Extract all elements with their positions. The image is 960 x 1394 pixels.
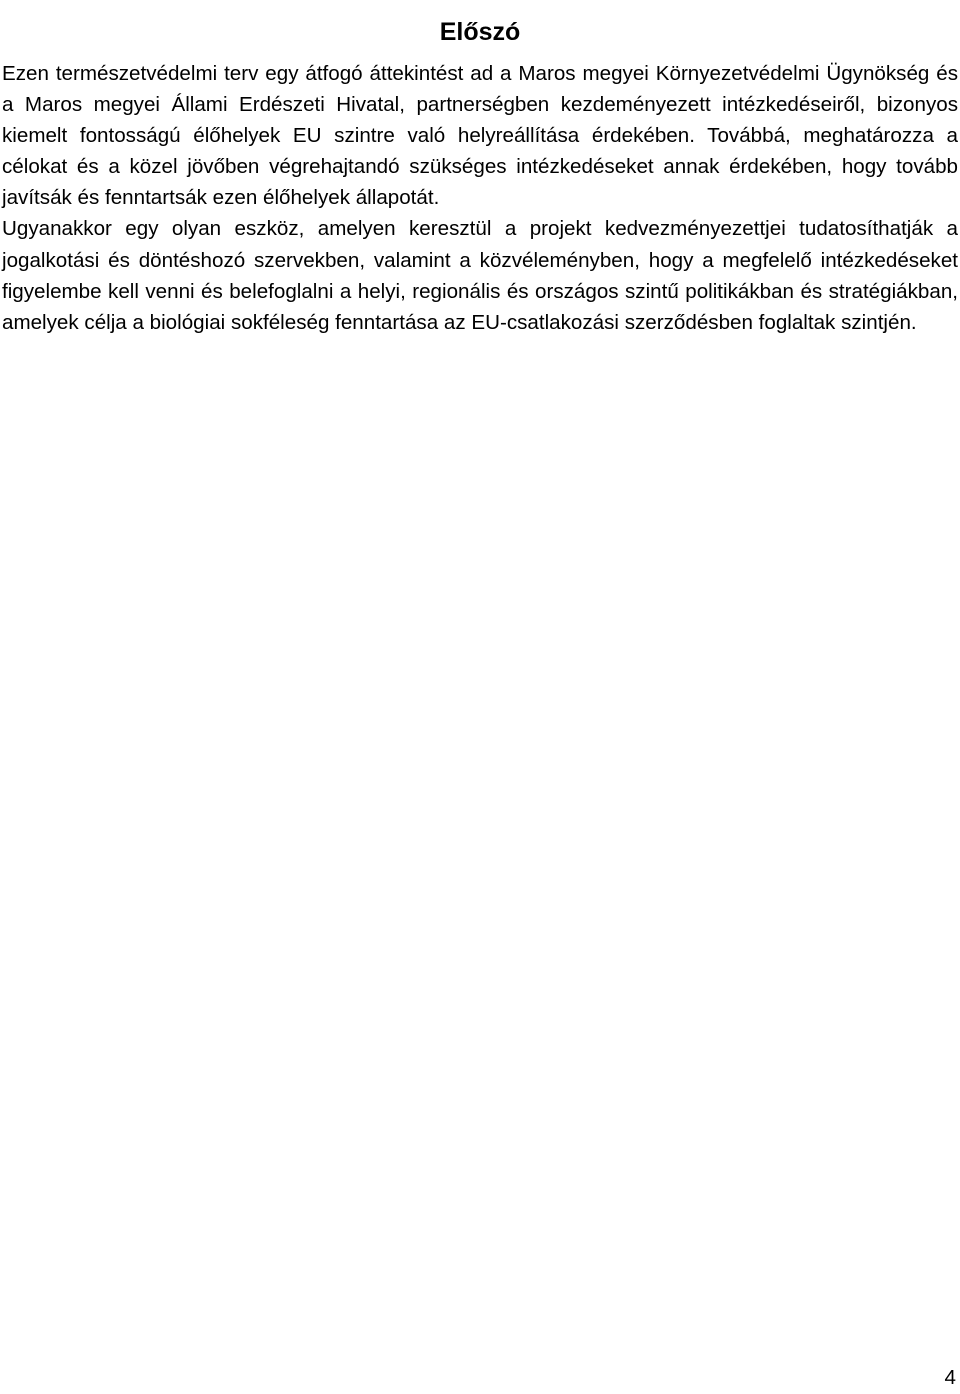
paragraph-intro: Ezen természetvédelmi terv egy átfogó áttekintést ad a Maros megyei Környezetvédelmi Ügynökség és a Maros megyei Állami Erdészeti Hivatal, partnerségben kezdeményezett intézkedéseiről, bizonyos kiemelt fontosságú élőhelyek EU szintre való helyreállítása érdekében. Továbbá, meghatározza a célokat és a közel jövőben végrehajtandó szükséges intézkedéseket annak érdekében, hogy tovább javítsák és fenntartsák ezen élőhelyek állapotát. <box>2 62 958 210</box>
paragraph-purpose: Ugyanakkor egy olyan eszköz, amelyen keresztül a projekt kedvezményezettjei tudatosíthatják a jogalkotási és döntéshozó szervekben, valamint a közvéleményben, hogy a megfelelő intézkedéseket figyelembe kell venni és belefoglalni a helyi, regionális és országos szintű politikákban és stratégiákban, amelyek célja a biológiai sokféleség fenntartása az EU-csatlakozási szerződésben foglaltak szintjén. <box>2 217 958 334</box>
page-title: Előszó <box>439 17 521 46</box>
document-body <box>2 58 958 338</box>
page-number: 4 <box>944 1366 956 1389</box>
